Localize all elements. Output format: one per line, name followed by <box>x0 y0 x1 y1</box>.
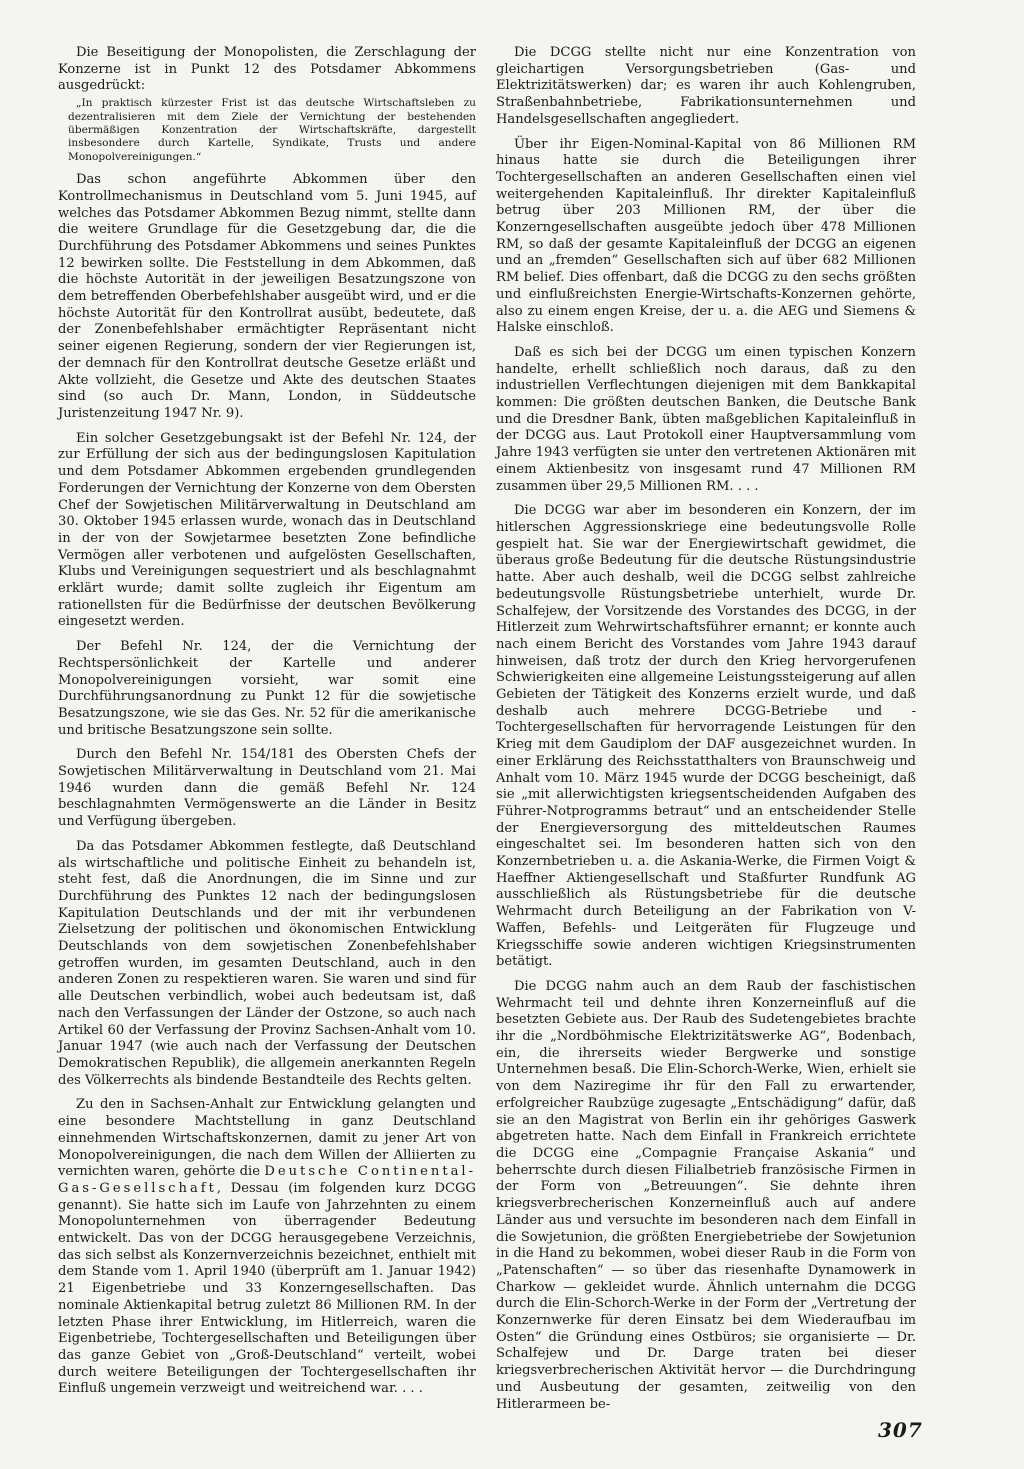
paragraph: Die Beseitigung der Monopolisten, die Zerschlagung der Konzerne ist in Punkt 12 des Potsdamer Abkommens ausgedrückt: <box>58 45 476 94</box>
right-column <box>496 45 916 1421</box>
paragraph: Die DCGG nahm auch an dem Raub der faschistischen Wehrmacht teil und dehnte ihren Konzerneinfluß auf die besetzten Gebiete aus. Der Raub des Sudetengebietes brachte ihr die „Nordböhmische Elektrizitätswerke AG“, Bodenbach, ein, die ihrerseits wieder Bergwerke und sonstige Unternehmen besaß. Die Elin-Schorch-Werke, Wien, erhielt sie von dem Naziregime ihr für den Fall zu erwartender, erfolgreicher Raubzüge zugesagte „Entschädigung“ dafür, daß sie an den Magistrat von Berlin ein ihr gehöriges Gaswerk abgetreten hatte. Nach dem Einfall in Frankreich errichtete die DCGG eine „Compagnie Française Askania“ und beherrschte durch diesen Filialbetrieb französische Firmen in der Form von „Betreuungen“. Sie dehnte ihren kriegsverbrecherischen Konzerneinfluß auch auf andere Länder aus und versuchte im besonderen nach dem Einfall in die Sowjetunion, die größten Energiebetriebe der Sowjetunion in die Hand zu bekommen, wobei dieser Raub in die Form von „Patenschaften“ — so über das riesenhafte Dynamowerk in Charkow — gekleidet wurde. Ähnlich unternahm die DCGG durch die Elin-Schorch-Werke in der Form der „Vertretung der Konzernwerke für deren Einsatz bei dem Wiederaufbau im Osten“ die Gründung eines Ostbüros; sie organisierte — Dr. Schalfejew und Dr. Darge traten bei dieser kriegsverbrecherischen Aktivität hervor — die Durchdringung und Ausbeutung der gesamten, zeitweilig von den Hitlerarmeen be- <box>496 978 916 1412</box>
quotation: „In praktisch kürzester Frist ist das deutsche Wirtschaftsleben zu dezentralisieren mit dem Ziele der Vernichtung der bestehenden übermäßigen Konzentration der Wirtschaftskräfte, dargestellt insbesondere durch Kartelle, Syndikate, Trusts und andere Monopolvereinigungen.“ <box>68 97 476 163</box>
paragraph <box>58 1097 476 1398</box>
paragraph: Ein solcher Gesetzgebungsakt ist der Befehl Nr. 124, der zur Erfüllung der sich aus der bedingungslosen Kapitulation und dem Potsdamer Abkommen ergebenden grundlegenden Forderungen der Vernichtung der Konzerne von dem Obersten Chef der Sowjetischen Militärverwaltung in Deutschland am 30. Oktober 1945 erlassen wurde, wonach das in Deutschland in der von der Sowjetarmee besetzten Zone befindliche Vermögen aller verbotenen und aufgelösten Gesellschaften, Klubs und Vereinigungen sequestriert und als beschlagnahmt erklärt wurde; damit sollte zugleich ihr Eigentum am rationellsten für die Bedürfnisse der deutschen Bevölkerung eingesetzt werden. <box>58 430 476 630</box>
paragraph: Daß es sich bei der DCGG um einen typischen Konzern handelte, erhellt schließlich noch daraus, daß zu den industriellen Verflechtungen diejenigen mit dem Bankkapital kommen: Die größten deutschen Banken, die Deutsche Bank und die Dresdner Bank, übten maßgeblichen Kapitaleinfluß in der DCGG aus. Laut Protokoll einer Hauptversammlung vom Jahre 1943 verfügten sie unter den vertretenen Aktionären mit einem Aktienbesitz von insgesamt rund 47 Millionen RM zusammen über 29,5 Millionen RM. . . . <box>496 344 916 494</box>
paragraph: Die DCGG stellte nicht nur eine Konzentration von gleichartigen Versorgungsbetrieben (Gas- und Elektrizitätswerken) dar; es waren ihr auch Kohlengruben, Straßenbahnbetriebe, Fabrikationsunternehmen und Handelsgesellschaften angegliedert. <box>496 45 916 127</box>
paragraph: Durch den Befehl Nr. 154/181 des Obersten Chefs der Sowjetischen Militärverwaltung in Deutschland vom 21. Mai 1946 wurden dann die gemäß Befehl Nr. 124 beschlagnahmten Vermögenswerte an die Länder in Besitz und Verfügung übergeben. <box>58 747 476 830</box>
paragraph: Das schon angeführte Abkommen über den Kontrollmechanismus in Deutschland vom 5. Juni 1945, auf welches das Potsdamer Abkommen Bezug nimmt, stellte dann die weitere Grundlage für die Gesetzgebung dar, die die Durchführung des Potsdamer Abkommens und seines Punktes 12 bewirken sollte. Die Feststellung in dem Abkommen, daß die höchste Autorität in der jeweiligen Besatzungszone von dem betreffenden Oberbefehlshaber ausgeübt wird, und er die höchste Autorität für den Kontrollrat ausübt, bedeutete, daß der Zonenbefehlshaber ermächtigter Repräsentant nicht seiner eigenen Regierung, sondern der vier Regierungen ist, der demnach für den Kontrollrat deutsche Gesetze erläßt und Akte vollzieht, die Gesetze und Akte des deutschen Staates sind (so auch Dr. Mann, London, in Süddeutsche Juristenzeitung 1947 Nr. 9). <box>58 172 476 421</box>
left-column <box>58 45 476 1406</box>
page-number: 307 <box>878 1418 923 1442</box>
paragraph: Da das Potsdamer Abkommen festlegte, daß Deutschland als wirtschaftliche und politische Einheit zu behandeln ist, steht fest, daß die Anordnungen, die im Sinne und zur Durchführung des Punktes 12 nach der bedingungslosen Kapitulation Deutschlands und der mit ihr verbundenen Zielsetzung der politischen und ökonomischen Entwicklung Deutschlands von dem sowjetischen Zonenbefehlshaber getroffen wurden, im gesamten Deutschland, auch in den anderen Zonen zu respektieren waren. Sie waren und sind für alle Deutschen verbindlich, wobei auch bedeutsam ist, daß nach den Verfassungen der Länder der Ostzone, so auch nach Artikel 60 der Verfassung der Provinz Sachsen-Anhalt vom 10. Januar 1947 (wie auch nach der Verfassung der Deutschen Demokratischen Republik), die allgemein anerkannten Regeln des Völkerrechts als bindende Bestandteile des Rechts gelten. <box>58 838 476 1088</box>
paragraph: Über ihr Eigen-Nominal-Kapital von 86 Millionen RM hinaus hatte sie durch die Beteiligungen ihrer Tochtergesellschaften an anderen Gesellschaften einen viel weitergehenden Kapitaleinfluß. Ihr direkter Kapitaleinfluß betrug über 203 Millionen RM, der über die Konzerngesellschaften ausgeübte jedoch über 478 Millionen RM, so daß der gesamte Kapitaleinfluß der DCGG an eigenen und an „fremden“ Gesellschaften sich auf über 682 Millionen RM belief. Dies offenbart, daß die DCGG zu den sechs größten und einflußreichsten Energie-Wirtschafts-Konzernen gehörte, also zu einem engen Kreise, der u. a. die AEG und Siemens & Halske einschloß. <box>496 136 916 336</box>
paragraph-text: Zu den in Sachsen-Anhalt zur Entwicklung gelangten und eine besondere Machtstellung in ganz Deutschland einnehmenden Wirtschaftskonzernen, damit zu jener Art von Monopolvereinigungen, die nach dem Willen der Alliierten zu vernichten waren, gehörte die <box>58 1097 476 1180</box>
company-name-spaced: Deutsche Continental-Gas-Gesellschaft <box>58 1164 476 1196</box>
paragraph: Die DCGG war aber im besonderen ein Konzern, der im hitlerschen Aggressionskriege eine bedeutungsvolle Rolle gespielt hat. Sie war der Energiewirtschaft gewidmet, die überaus große Bedeutung für die deutsche Rüstungsindustrie hatte. Aber auch deshalb, weil die DCGG selbst zahlreiche bedeutungsvolle Rüstungsbetriebe unterhielt, wurde Dr. Schalfejew, der Vorsitzende des Vorstandes des DCGG, in der Hitlerzeit zum Wehrwirtschaftsführer ernannt; er konnte auch nach einem Bericht des Vorstandes vom Jahre 1943 darauf hinweisen, daß trotz der durch den Krieg hervorgerufenen Schwierigkeiten eine allgemeine Leistungssteigerung auf allen Gebieten der Tätigkeit des Konzerns erzielt wurde, und daß deshalb auch mehrere DCGG-Betriebe und -Tochtergesellschaften für hervorragende Leistungen für den Krieg mit dem Gaudiplom der DAF ausgezeichnet wurden. In einer Erklärung des Reichsstatthalters von Braunschweig und Anhalt vom 10. März 1945 wurde der DCGG bescheinigt, daß sie „mit allerwichtigsten kriegsentscheidenden Aufgaben des Führer-Notprogramms betraut“ und an entscheidender Stelle der Energieversorgung des mitteldeutschen Raumes eingeschaltet sei. Im besonderen hatten sich von den Konzernbetrieben u. a. die Askania-Werke, die Firmen Voigt & Haeffner Aktiengesellschaft und Staßfurter Rundfunk AG ausschließlich als Rüstungsbetriebe für die deutsche Wehrmacht durch Beteiligung an der Fabrikation von V-Waffen, Befehls- und Leitgeräten für Flugzeuge und Kriegsschiffe sowie anderen wichtigen Kriegsinstrumenten betätigt. <box>496 503 916 970</box>
paragraph: Der Befehl Nr. 124, der die Vernichtung der Rechtspersönlichkeit der Kartelle und anderer Monopolvereinigungen vorsieht, war somit eine Durchführungsanordnung zu Punkt 12 für die sowjetische Besatzungszone, wie sie das Ges. Nr. 52 für die amerikanische und britische Besatzungszone sein sollte. <box>58 639 476 738</box>
paragraph-text: , Dessau (im folgenden kurz DCGG genannt). Sie hatte sich im Laufe von Jahrzehnten zu einem Monopolunternehmen von überragender Bedeutung entwickelt. Das von der DCGG herausgegebene Verzeichnis, das sich selbst als Konzernverzeichnis bezeichnet, enthielt mit dem Stande vom 1. April 1940 (überprüft am 1. Januar 1942) 21 Eigenbetriebe und 33 Konzerngesellschaften. Das nominale Aktienkapital betrug zuletzt 86 Millionen RM. In der letzten Phase ihrer Entwicklung, im Hitlerreich, waren die Eigenbetriebe, Tochtergesellschaften und Beteiligungen über das ganze Gebiet von „Groß-Deutschland“ verteilt, wobei durch weitere Beteiligungen der Tochtergesellschaften ihr Einfluß ungemein verzweigt und weitreichend war. . . . <box>58 1180 476 1397</box>
